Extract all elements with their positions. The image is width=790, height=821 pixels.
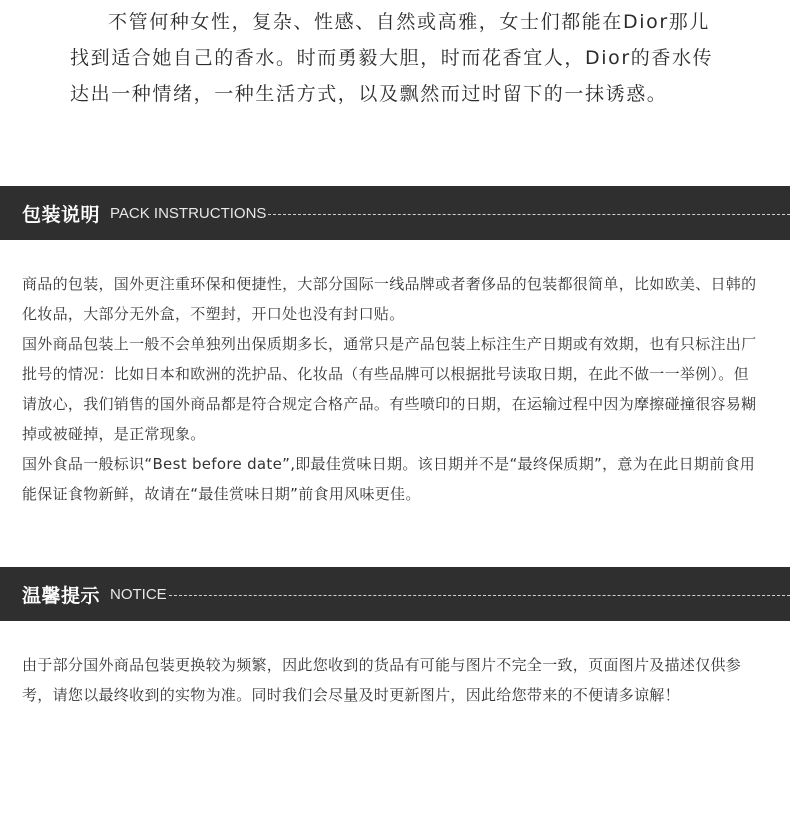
notice-body bbox=[22, 650, 764, 710]
intro-paragraph: 不管何种女性，复杂、性感、自然或高雅，女士们都能在Dior那儿找到适合她自己的香水。时而勇毅大胆，时而花香宜人，Dior的香水传达出一种情绪，一种生活方式，以及飘然而过时留下的一抹诱惑。 bbox=[70, 11, 714, 105]
pack-instructions-title-en: PACK INSTRUCTIONS bbox=[110, 204, 267, 222]
notice-header bbox=[0, 567, 790, 621]
header-dashed-divider bbox=[268, 214, 790, 215]
header-dashed-divider bbox=[169, 595, 790, 596]
notice-paragraph: 由于部分国外商品包装更换较为频繁，因此您收到的货品有可能与图片不完全一致，页面图片及描述仅供参考，请您以最终收到的实物为准。同时我们会尽量及时更新图片，因此给您带来的不便请多谅解！ bbox=[22, 656, 742, 704]
pack-instructions-header bbox=[0, 186, 790, 240]
pack-paragraph-shelf-life: 国外商品包装上一般不会单独列出保质期多长，通常只是产品包装上标注生产日期或有效期，也有只标注出厂批号的情况：比如日本和欧洲的洗护品、化妆品（有些品牌可以根据批号读取日期，在此不做一一举例）。但请放心，我们销售的国外商品都是符合规定合格产品。有些喷印的日期，在运输过程中因为摩擦碰撞很容易糊掉或被碰掉，是正常现象。 bbox=[22, 335, 757, 443]
pack-paragraph-best-before: 国外食品一般标识“Best before date”,即最佳赏味日期。该日期并不是“最终保质期”，意为在此日期前食用能保证食物新鲜，故请在“最佳赏味日期”前食用风味更佳。 bbox=[22, 455, 756, 503]
pack-instructions-body bbox=[22, 269, 764, 509]
pack-instructions-title-cn: 包装说明 bbox=[22, 203, 101, 226]
notice-title-cn: 温馨提示 bbox=[22, 584, 101, 607]
notice-title-en: NOTICE bbox=[110, 585, 167, 603]
pack-paragraph-packaging: 商品的包装，国外更注重环保和便捷性，大部分国际一线品牌或者奢侈品的包装都很简单，比如欧美、日韩的化妆品，大部分无外盒，不塑封，开口处也没有封口贴。 bbox=[22, 275, 757, 323]
intro-text-block bbox=[70, 4, 730, 112]
